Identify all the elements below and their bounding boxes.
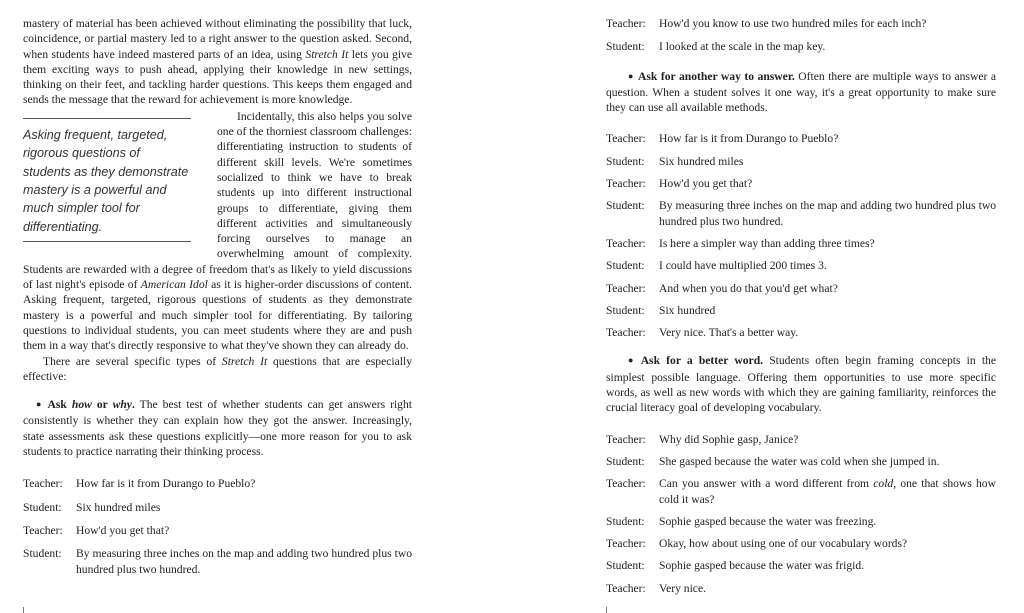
pull-quote-box <box>23 118 191 242</box>
dialogue-row <box>606 514 996 529</box>
paragraph-types: There are several specific types of Stretch It questions that are especially effective: <box>23 354 412 383</box>
bullet-icon: ● <box>628 70 635 81</box>
dialogue-row <box>606 154 996 169</box>
left-page <box>23 0 412 613</box>
bullet-ask-how-why: ● Ask how or why. The best test of whether students can get answers right consistently is whether they can explain how they got the answer. Increasingly, state assessments ask these questions explicitly—one more reason for you to ask students to practice narrating their thinking process. <box>23 398 413 459</box>
dialogue-right-1 <box>606 16 996 55</box>
dialogue-row <box>606 558 996 573</box>
dialogue-left <box>23 476 412 576</box>
speaker-label: Student: <box>606 259 645 273</box>
speaker-label: Teacher: <box>606 477 646 491</box>
dialogue-line: How'd you know to use two hundred miles for each inch? <box>659 17 927 30</box>
dialogue-line: How'd you get that? <box>76 523 170 537</box>
dialogue-right-3 <box>606 432 996 596</box>
speaker-label: Student: <box>23 547 62 561</box>
dialogue-row <box>606 432 996 447</box>
speaker-label: Teacher: <box>606 236 646 250</box>
dialogue-line: How'd you get that? <box>659 177 753 191</box>
speaker-label: Teacher: <box>606 132 646 146</box>
speaker-label: Student: <box>606 199 645 213</box>
bullet-icon: ● <box>36 399 44 410</box>
paragraph-differentiating: Incidentally, this also helps you solve one of the thorniest classroom challenges: differentiating instruction to students of different skill levels. We're sometimes socialized to think we have to break students up into different instructional groups to differentiate, giving them different activities and simultaneously forcing ourselves to manage an overwhelming amount of complexity. Students are rewarded with a degree of freedom that's as likely to yield discussions of last night's episode of American Idol as it is higher-order discussions of content. Asking frequent, targeted, rigorous questions of students as they demonstrate mastery is a powerful and much simpler tool for differentiating. By tailoring questions to individual students, you can meet students where they are and push them in a way that's directly responsive to what they've shown they can already do. <box>23 109 412 353</box>
crop-mark <box>23 607 24 613</box>
speaker-label: Teacher: <box>23 477 63 491</box>
dialogue-line: By measuring three inches on the map and adding two hundred plus two hundred plus two hundred. <box>76 547 412 576</box>
speaker-label: Teacher: <box>606 581 646 595</box>
dialogue-line: How far is it from Durango to Pueblo? <box>659 132 839 146</box>
dialogue-line: Sophie gasped because the water was freezing. <box>659 514 877 528</box>
dialogue-line: Six hundred miles <box>76 500 161 514</box>
dialogue-row <box>23 500 412 515</box>
dialogue-row <box>606 476 996 507</box>
dialogue-row <box>606 236 996 251</box>
speaker-label: Teacher: <box>606 537 646 551</box>
dialogue-line: And when you do that you'd get what? <box>659 281 838 295</box>
speaker-label: Teacher: <box>606 177 646 191</box>
differentiating-section <box>23 108 412 384</box>
dialogue-row <box>23 476 412 491</box>
dialogue-row <box>23 523 412 538</box>
dialogue-row <box>606 39 996 54</box>
dialogue-line: She gasped because the water was cold when she jumped in. <box>659 454 940 468</box>
speaker-label: Student: <box>606 40 645 54</box>
speaker-label: Student: <box>606 454 645 468</box>
speaker-label: Teacher: <box>23 523 63 537</box>
dialogue-row <box>23 546 412 577</box>
dialogue-row <box>606 281 996 296</box>
speaker-label: Teacher: <box>606 17 646 30</box>
bullet-better-word: ● Ask for a better word. Students often begin framing concepts in the simplest possible language. Offering them opportunities to use more specific words, as well as new words with which they are gaining familiarity, reinforces the crucial literacy goal of developing vocabulary. <box>606 354 997 415</box>
dialogue-line: I could have multiplied 200 times 3. <box>659 259 827 273</box>
speaker-label: Student: <box>606 303 645 317</box>
dialogue-line: By measuring three inches on the map and adding two hundred plus two hundred plus two hundred. <box>659 199 996 228</box>
dialogue-row <box>606 454 996 469</box>
dialogue-line: Why did Sophie gasp, Janice? <box>659 432 799 446</box>
speaker-label: Student: <box>606 154 645 168</box>
dialogue-line: Six hundred miles <box>659 154 744 168</box>
dialogue-row <box>606 176 996 191</box>
dialogue-row <box>606 198 996 229</box>
pull-quote: Asking frequent, targeted, rigorous questions of students as they demonstrate mastery is a powerful and much simpler tool for differentiating. <box>23 127 189 234</box>
right-page <box>606 0 996 613</box>
dialogue-line: How far is it from Durango to Pueblo? <box>76 477 256 491</box>
speaker-label: Student: <box>23 500 62 514</box>
speaker-label: Teacher: <box>606 326 646 340</box>
speaker-label: Teacher: <box>606 281 646 295</box>
speaker-label: Student: <box>606 559 645 573</box>
dialogue-right-2 <box>606 131 996 340</box>
speaker-label: Teacher: <box>606 432 646 446</box>
dialogue-row <box>606 16 996 31</box>
dialogue-row <box>606 258 996 273</box>
dialogue-row <box>606 325 996 340</box>
dialogue-row <box>606 303 996 318</box>
dialogue-row <box>606 581 996 596</box>
dialogue-line: Very nice. That's a better way. <box>659 326 799 340</box>
dialogue-row <box>606 131 996 146</box>
bullet-another-way: ● Ask for another way to answer. Often there are multiple ways to answer a question. When a student solves it one way, it's a great opportunity to make sure they can use all available methods. <box>606 69 997 115</box>
dialogue-line: Is here a simpler way than adding three times? <box>659 236 875 250</box>
dialogue-row <box>606 536 996 551</box>
dialogue-line: Six hundred <box>659 303 716 317</box>
dialogue-line: I looked at the scale in the map key. <box>659 40 826 54</box>
dialogue-line: Sophie gasped because the water was frigid. <box>659 559 865 573</box>
dialogue-line: Very nice. <box>659 581 706 595</box>
bullet-icon: ● <box>628 355 637 366</box>
paragraph-mastery: mastery of material has been achieved without eliminating the possibility that luck, coincidence, or partial mastery led to a right answer to the question asked. Second, when students have indeed mastered parts of an idea, using Stretch It lets you give them exciting ways to push ahead, applying their knowledge in new settings, thinking on their feet, and tackling harder questions. This keeps them engaged and sends the message that the reward for achievement is more knowledge. <box>23 17 413 107</box>
crop-mark <box>606 607 607 613</box>
speaker-label: Student: <box>606 514 645 528</box>
dialogue-line: Okay, how about using one of our vocabulary words? <box>659 537 908 551</box>
dialogue-line: Can you answer with a word different from cold, one that shows how cold it was? <box>659 477 996 506</box>
